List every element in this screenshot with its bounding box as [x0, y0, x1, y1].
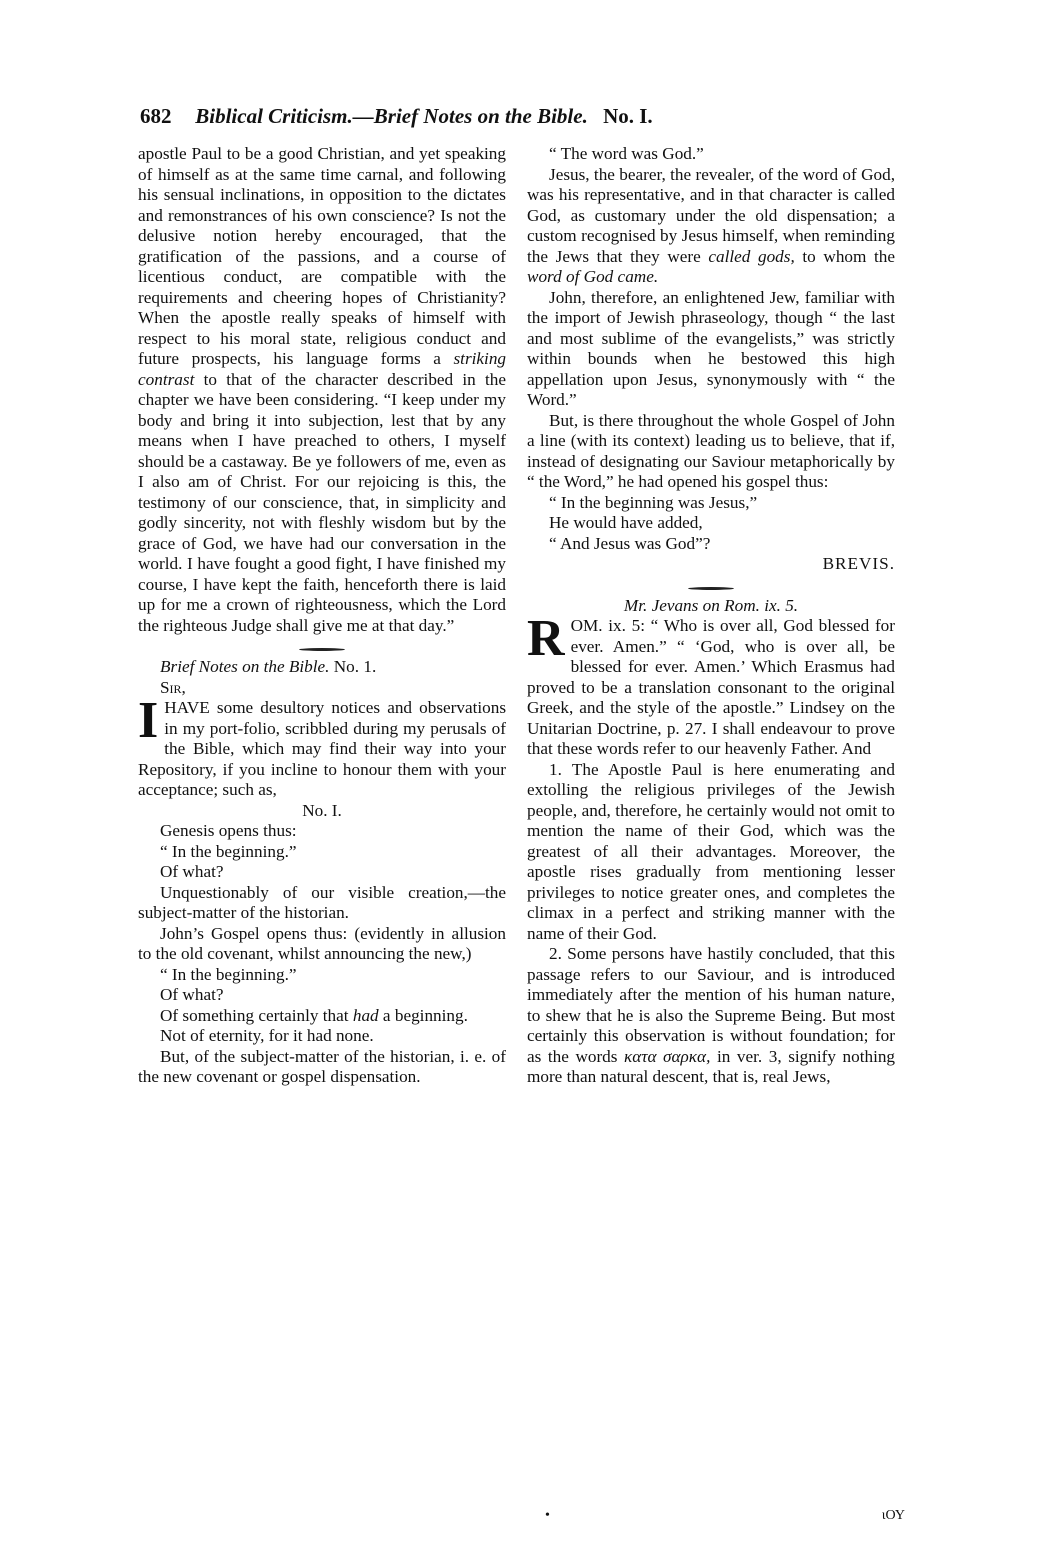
text: Of something certainly that	[160, 1005, 349, 1025]
paragraph: But, of the subject-matter of the historian, i. e. of the new covenant or gospel dispensation.	[138, 1046, 506, 1086]
running-title: Biblical Criticism.—Brief Notes on the Bible.	[195, 104, 588, 128]
quote-line: He would have added,	[549, 513, 703, 532]
article-heading	[138, 657, 506, 678]
drop-cap: R	[527, 610, 565, 667]
paragraph: But, is there throughout the whole Gospel of John a line (with its context) leading us to believe, that if, instead of designating our Saviour metaphorically by “ the Word,” he had opened his gospel thus:	[527, 410, 895, 491]
catchword: ιΟΥ	[881, 1508, 905, 1523]
text: in ver. 3, signify nothing more than natural descent, that is, real Jews,	[527, 1046, 896, 1086]
article-number: No. 1.	[333, 657, 377, 676]
quote-line: “ And Jesus was God”?	[549, 533, 711, 553]
quote-line: “ The word was God.”	[549, 144, 704, 163]
line: Of what?	[160, 862, 224, 881]
left-column	[138, 144, 506, 1088]
intro-paragraph	[138, 692, 507, 801]
emphasis: had	[352, 1005, 379, 1025]
greek-text: κατα σαρκα,	[624, 1046, 711, 1066]
paragraph	[138, 1006, 506, 1027]
line: “ In the beginning.”	[160, 841, 297, 861]
text: a beginning.	[382, 1005, 468, 1025]
text: OM. ix. 5: “ Who is over all, God blessed for ever. Amen.” “ ‘God, who is over all, be blessed for ever. Amen.’ Which Erasmus had proved to be a translation consonant to the original Greek, and the style of the apostle.” Lindsey on the Unitarian Doctrine, p. 27. I shall endeavour to prove that these words refer to our heavenly Father. And	[527, 616, 895, 758]
right-column	[527, 144, 895, 1088]
text: to whom the	[802, 246, 896, 266]
text: some desultory notices and observations in my port-folio, scribbled during my perusals of the Bible, which may find their way into your Repository, if you incline to honour them with your acceptance; such as,	[138, 698, 507, 799]
paragraph: Not of eternity, for it had none.	[160, 1026, 374, 1045]
footer-mark: •	[545, 1508, 550, 1523]
section-heading: No. I.	[302, 800, 342, 820]
emphasis: striking contrast	[138, 349, 507, 389]
paragraph	[527, 165, 895, 288]
line: Genesis opens thus:	[160, 821, 297, 840]
section-divider	[299, 648, 345, 651]
paragraph: John’s Gospel opens thus: (evidently in allusion to the old covenant, whilst announcing the new,)	[138, 923, 506, 963]
paragraph: Unquestionably of our visible creation,—the subject-matter of the historian.	[138, 882, 506, 922]
paragraph	[138, 144, 506, 636]
signature: BREVIS.	[822, 554, 895, 573]
article-title: Brief Notes on the Bible.	[160, 657, 330, 676]
line: Of what?	[160, 985, 224, 1004]
section-divider	[688, 587, 734, 590]
text: to that of the character described in the chapter we have been considering. “I keep under my body and bring it into subjection, lest that by any means when I have preached to others, I myself should be a castaway. Be ye followers of me, even as I also am of Christ. For our rejoicing is this, the testimony of our conscience, that, in simplicity and godly sincerity, not with fleshly wisdom but by the grace of God, we have had our conversation in the world. I have fought a good fight, I have finished my course, I have kept the faith, henceforth there is laid up for me a crown of righteousness, which the Lord the righteous Judge shall give me at that day.”	[138, 369, 507, 635]
paragraph: 1. The Apostle Paul is here enumerating and extolling the religious privileges of the Jewish people, and, therefore, he certainly would not omit to mention the name of their God, which was the greatest of all their advantages. Moreover, the apostle rises gradually from mentioning lesser privileges to notice greater ones, and completes the climax in a perfect and striking manner with the name of their God.	[527, 759, 895, 943]
text: Jesus, the bearer, the revealer, of the word of God, was his representative, and in that character is called God, as customary under the old dispensation; a custom recognised by Jesus himself, when reminding the Jews that they were	[527, 164, 895, 266]
page-number: 682	[140, 104, 172, 128]
emphasis: word of God came.	[527, 267, 659, 286]
text: 2. Some persons have hastily concluded, that this passage refers to our Saviour, and is introduced immediately after the mention of his human nature, to shew that he is also the Supreme Being. But most certainly this observation is without foundation; for as the words	[527, 944, 895, 1066]
line: “ In the beginning.”	[160, 964, 297, 984]
emphasis: called gods,	[708, 246, 795, 266]
article-title: Mr. Jevans on Rom. ix. 5.	[623, 595, 799, 615]
paragraph	[527, 610, 895, 760]
issue-number: No. I.	[603, 104, 653, 128]
paragraph: John, therefore, an enlightened Jew, familiar with the import of Jewish phraseology, though “ the last and most sublime of the evangelists,” was strictly within bounds when he bestowed this high appellation upon Jesus, synonymously with “ the Word.”	[527, 287, 895, 409]
quote-line: “ In the beginning was Jesus,”	[549, 492, 758, 512]
running-header	[140, 104, 900, 129]
intro-caps: HAVE	[164, 698, 210, 717]
paragraph	[527, 944, 895, 1088]
drop-cap: I	[138, 692, 159, 749]
text: apostle Paul to be a good Christian, and yet speaking of himself as at the same time carnal, and following his sensual inclinations, in opposition to the dictates and remonstrances of his own conscience? Is not the delusive notion hereby encouraged, that the gratification of the passions, and a course of licentious conduct, are compatible with the requirements and cheering hopes of Christianity? When the apostle really speaks of himself with respect to his moral state, religious conduct and future prospects, his language forms a	[138, 144, 506, 368]
footer	[545, 1508, 905, 1524]
salutation: Sir,	[160, 677, 186, 697]
